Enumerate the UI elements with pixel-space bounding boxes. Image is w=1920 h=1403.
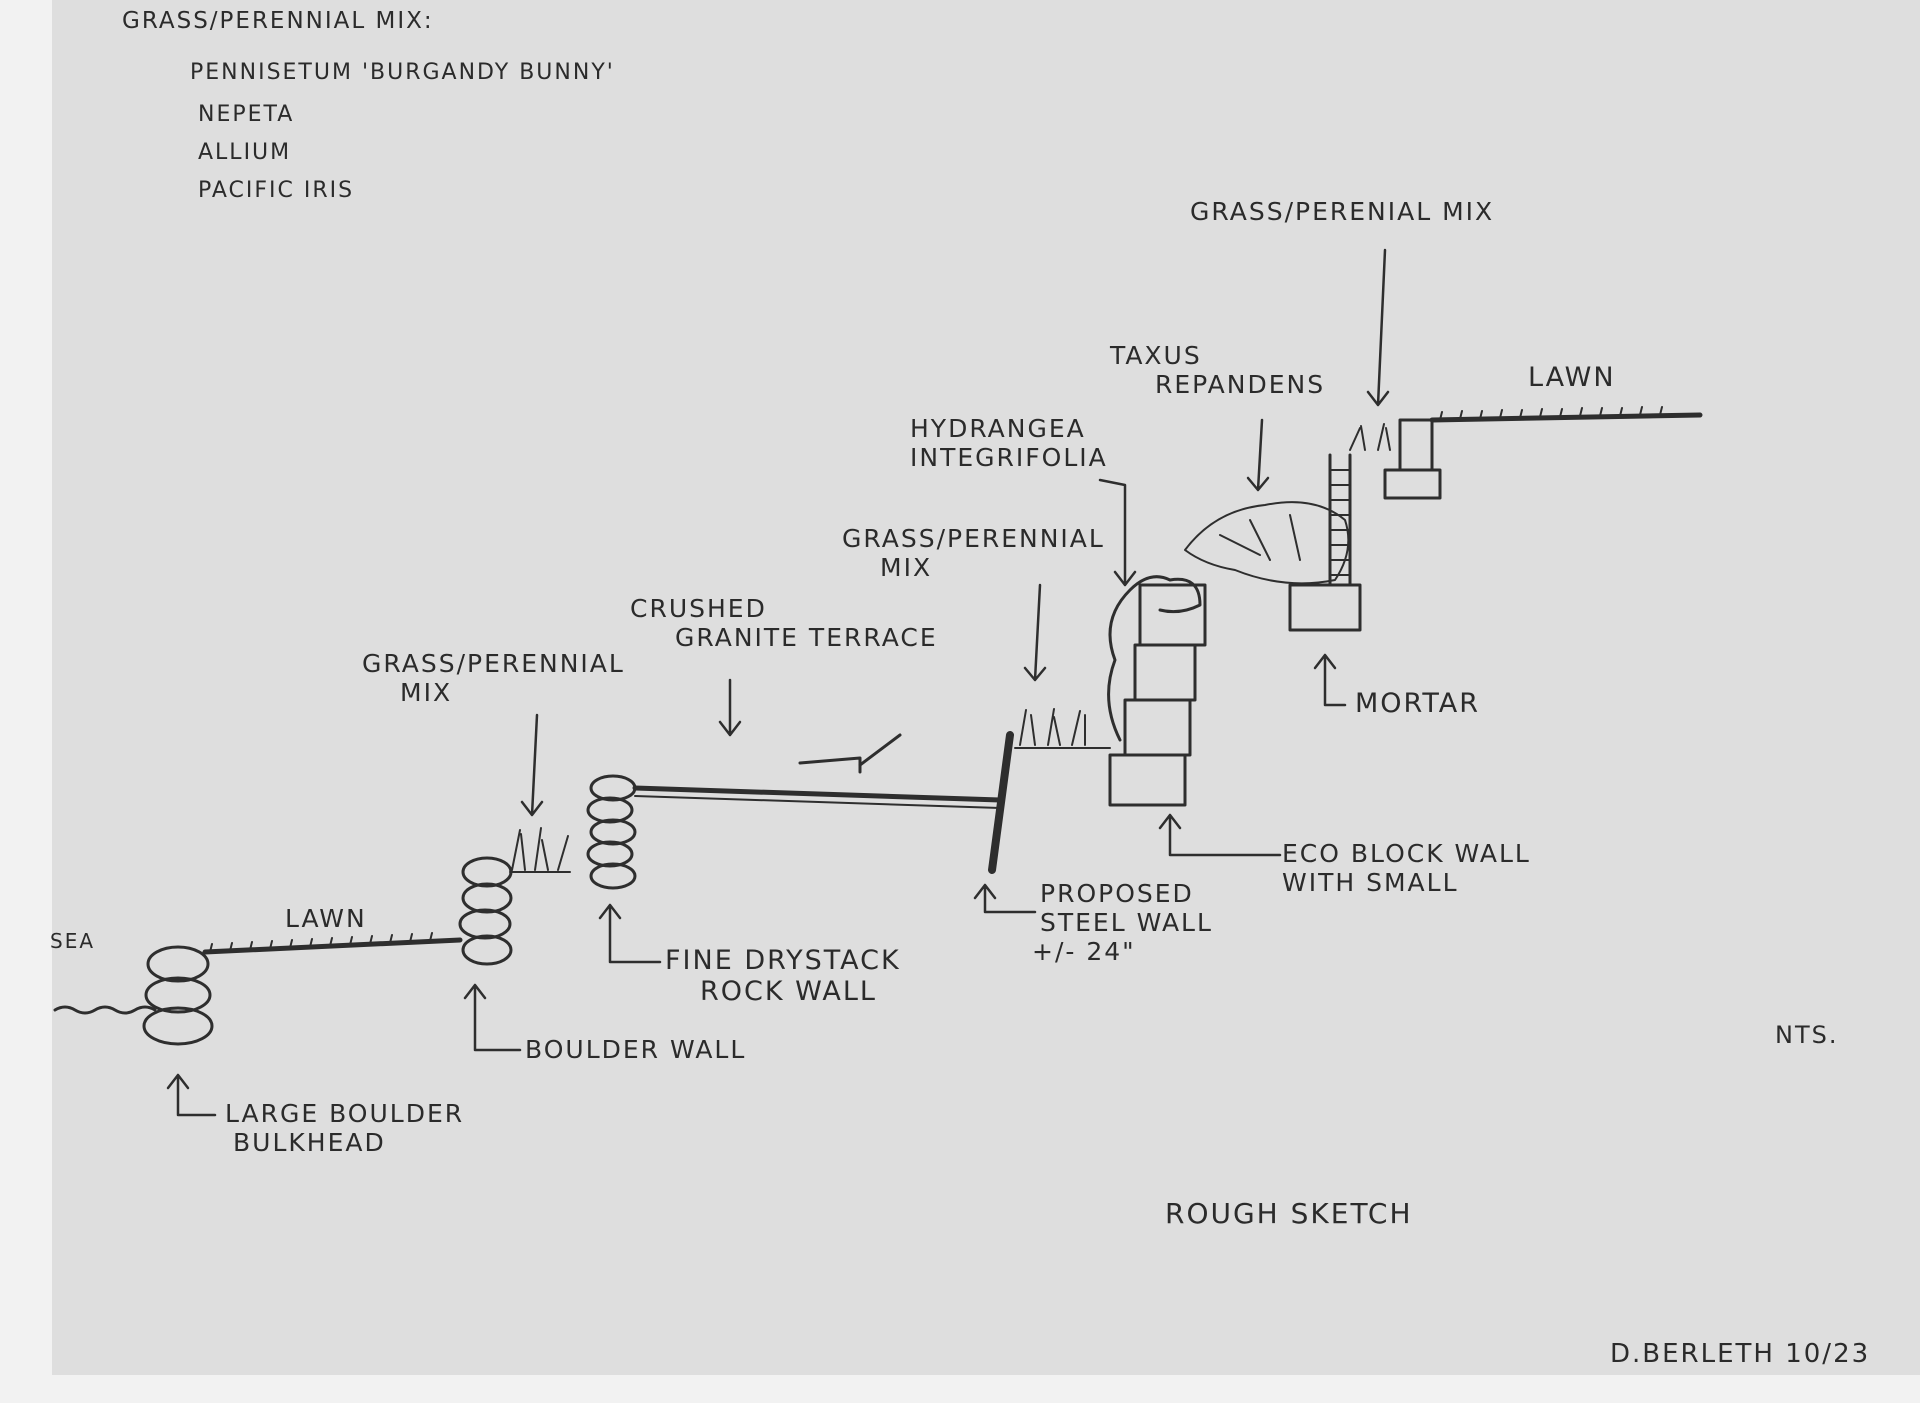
grass-mix-mid-planting — [1015, 709, 1110, 748]
label-grass-mix-mid-line-1: GRASS/PERENNIAL — [842, 524, 1105, 553]
label-bulkhead-line-2: BULKHEAD — [233, 1127, 386, 1157]
label-grass-mix-mid-line-2: MIX — [880, 552, 933, 582]
label-grass-mix-low-line-2: MIX — [400, 677, 453, 707]
eco-block-2 — [1125, 700, 1190, 755]
label-boulder-wall: BOULDER WALL — [525, 1035, 747, 1064]
arrow-steel-wall — [975, 885, 1035, 912]
label-hydrangea-line-1: HYDRANGEA — [910, 414, 1086, 443]
label-bulkhead — [225, 1100, 464, 1158]
arrow-grass-top — [1368, 250, 1388, 405]
drystack-stone-4 — [588, 842, 632, 866]
drystack-stone-3 — [591, 820, 635, 844]
hydrangea-shrub — [1109, 577, 1200, 740]
label-crushed-granite — [630, 595, 938, 653]
plant-list-item-nepeta: NEPETA — [198, 102, 295, 127]
top-wall-footing — [1385, 470, 1440, 498]
arrow-boulder-wall — [465, 985, 520, 1050]
label-mortar: MORTAR — [1355, 688, 1480, 719]
plant-list-item-allium: ALLIUM — [198, 140, 292, 165]
arrow-drystack — [600, 905, 660, 962]
label-eco-block-line-1: ECO BLOCK WALL — [1282, 839, 1531, 868]
arrow-eco-block — [1160, 815, 1280, 855]
label-eco-block — [1282, 840, 1531, 898]
signature: D.BERLETH 10/23 — [1610, 1339, 1871, 1369]
label-lawn-low: LAWN — [285, 904, 367, 933]
label-steel-wall-line-3: +/- 24" — [1032, 936, 1136, 966]
grass-mix-low-planting — [510, 828, 570, 872]
label-crushed-granite-line-2: GRANITE TERRACE — [675, 622, 938, 652]
terrace-bench — [800, 735, 900, 772]
label-drystack — [665, 945, 901, 1007]
mortar-wall-courses — [1330, 470, 1350, 575]
label-taxus — [1110, 342, 1325, 400]
eco-block-3 — [1135, 645, 1195, 700]
label-steel-wall-line-1: PROPOSED — [1040, 879, 1194, 908]
arrow-bulkhead — [168, 1075, 215, 1115]
arrow-granite — [720, 680, 740, 735]
eco-block-1 — [1110, 755, 1185, 805]
label-steel-wall — [1032, 879, 1213, 966]
lower-lawn-line — [205, 940, 460, 952]
label-hydrangea-line-2: INTEGRIFOLIA — [910, 442, 1108, 472]
label-grass-mix-low — [362, 650, 625, 708]
mortar-footing — [1290, 585, 1360, 630]
bulkhead-boulder-1 — [148, 947, 208, 981]
arrow-mortar — [1315, 655, 1345, 705]
arrow-taxus — [1248, 420, 1268, 490]
arrow-grass-low — [522, 715, 542, 815]
boulder-wall-4 — [463, 936, 511, 964]
eco-block-4 — [1140, 585, 1205, 645]
label-drystack-line-1: FINE DRYSTACK — [665, 945, 901, 976]
drystack-stone-2 — [588, 798, 632, 822]
label-taxus-line-1: TAXUS — [1110, 341, 1202, 370]
boulder-wall-3 — [460, 910, 510, 938]
plant-list-heading: GRASS/PERENNIAL MIX: — [122, 8, 434, 34]
plant-list-item-pacific-iris: PACIFIC IRIS — [198, 178, 355, 203]
label-nts: NTS. — [1775, 1021, 1839, 1049]
label-taxus-line-2: REPANDENS — [1155, 369, 1326, 399]
mortar-wall-column — [1330, 455, 1350, 585]
steel-wall — [992, 735, 1010, 870]
grass-mix-top-planting — [1350, 424, 1390, 450]
label-grass-mix-top: GRASS/PERENIAL MIX — [1190, 197, 1495, 226]
plant-list-item-pennisetum: PENNISETUM 'BURGANDY BUNNY' — [190, 60, 615, 85]
label-sea: SEA — [50, 929, 96, 953]
label-bulkhead-line-1: LARGE BOULDER — [225, 1099, 465, 1128]
label-drystack-line-2: ROCK WALL — [700, 976, 877, 1008]
label-grass-mix-mid — [842, 525, 1105, 583]
drystack-stone-1 — [591, 776, 635, 800]
label-rough-sketch: ROUGH SKETCH — [1165, 1197, 1413, 1230]
boulder-wall-2 — [463, 884, 511, 912]
label-lawn-top: LAWN — [1528, 362, 1616, 393]
arrow-hydrangea — [1100, 480, 1135, 585]
label-crushed-granite-line-1: CRUSHED — [630, 594, 767, 623]
top-wall-cap — [1400, 420, 1432, 470]
label-eco-block-line-2: WITH SMALL — [1282, 867, 1459, 897]
taxus-shrub — [1185, 502, 1348, 583]
sea-wave-line — [55, 1007, 155, 1013]
arrow-grass-mid — [1025, 585, 1045, 680]
label-steel-wall-line-2: STEEL WALL — [1040, 907, 1213, 937]
label-hydrangea — [910, 415, 1108, 473]
label-grass-mix-low-line-1: GRASS/PERENNIAL — [362, 649, 625, 678]
drystack-stone-5 — [591, 864, 635, 888]
boulder-wall-1 — [463, 858, 511, 886]
